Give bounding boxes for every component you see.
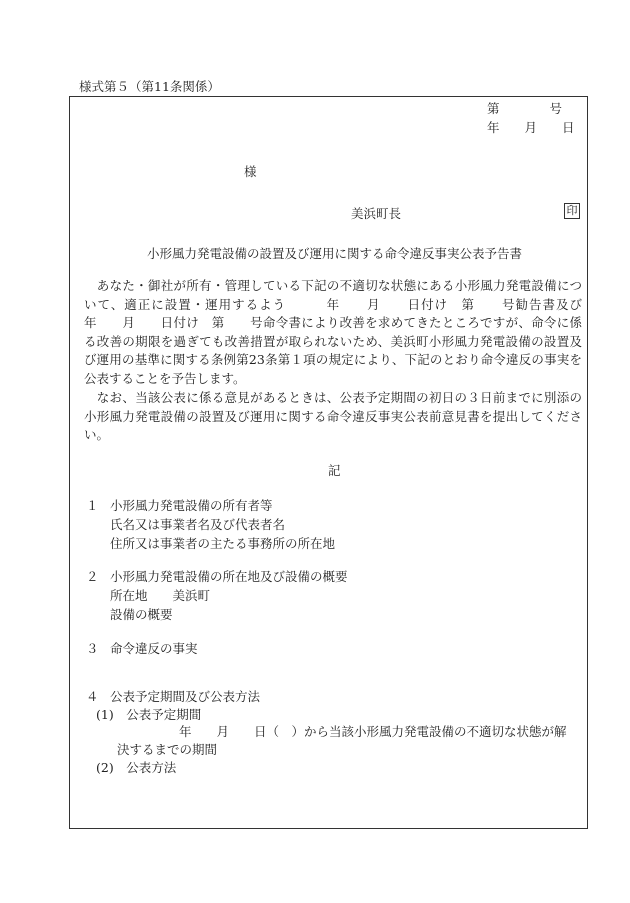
body-paragraph-2: なお、当該公表に係る意見があるときは、公表予定期間の初日の３日前までに別添の小形風力発電設備の設置及び運用に関する命令違反事実公表前意見書を提出してください。	[84, 390, 582, 443]
item-4-number: ４	[86, 689, 99, 704]
item-1-line-2: 住所又は事業者の主たる事務所の所在地	[110, 536, 336, 551]
item-4-sub2-label: (2) 公表方法	[96, 760, 177, 775]
item-4-sub1-cont: 決するまでの期間	[117, 742, 218, 757]
item-1-line-1: 氏名又は事業者名及び代表者名	[110, 517, 286, 532]
addressee-suffix: 様	[244, 164, 257, 179]
item-4-sub1-label: (1) 公表予定期間	[96, 707, 202, 722]
document-title: 小形風力発電設備の設置及び運用に関する命令違反事実公表予告書	[147, 246, 523, 261]
item-4-sub1-text: 年 月 日（ ）から当該小形風力発電設備の不適切な状態が解	[179, 724, 567, 739]
item-1-number: １	[86, 498, 99, 513]
item-2-heading: 小形風力発電設備の所在地及び設備の概要	[110, 569, 348, 584]
item-3-number: ３	[86, 641, 99, 656]
body-paragraph-1: あなた・御社が所有・管理している下記の不適切な状態にある小形風力発電設備について、適正に設置・運用するよう 年 月 日付け 第 号勧告書及び 年 月 日付け 第 号命令書により改善を求めてきたところですが、命令に係る改善の期限を過ぎても改善措置が取られないため、美浜町小形風力発電設備の設置及び運用の基準に関する条例第23条第１項の規定により、下記のとおり命令違反の事実を公表することを予告します。	[84, 278, 608, 386]
item-3-heading: 命令違反の事実	[110, 641, 198, 656]
item-4-heading: 公表予定期間及び公表方法	[110, 689, 261, 704]
sender-name: 美浜町長	[351, 206, 402, 221]
item-2-line-2: 設備の概要	[110, 607, 173, 622]
seal-mark: 印	[564, 203, 580, 219]
date-line: 年 月 日	[487, 120, 575, 135]
form-label: 様式第５（第11条関係）	[79, 79, 220, 94]
ki-heading: 記	[328, 463, 341, 478]
item-1-heading: 小形風力発電設備の所有者等	[110, 498, 273, 513]
number-line: 第 号	[487, 101, 563, 116]
item-2-line-1: 所在地 美浜町	[110, 588, 211, 603]
item-2-number: ２	[86, 569, 99, 584]
